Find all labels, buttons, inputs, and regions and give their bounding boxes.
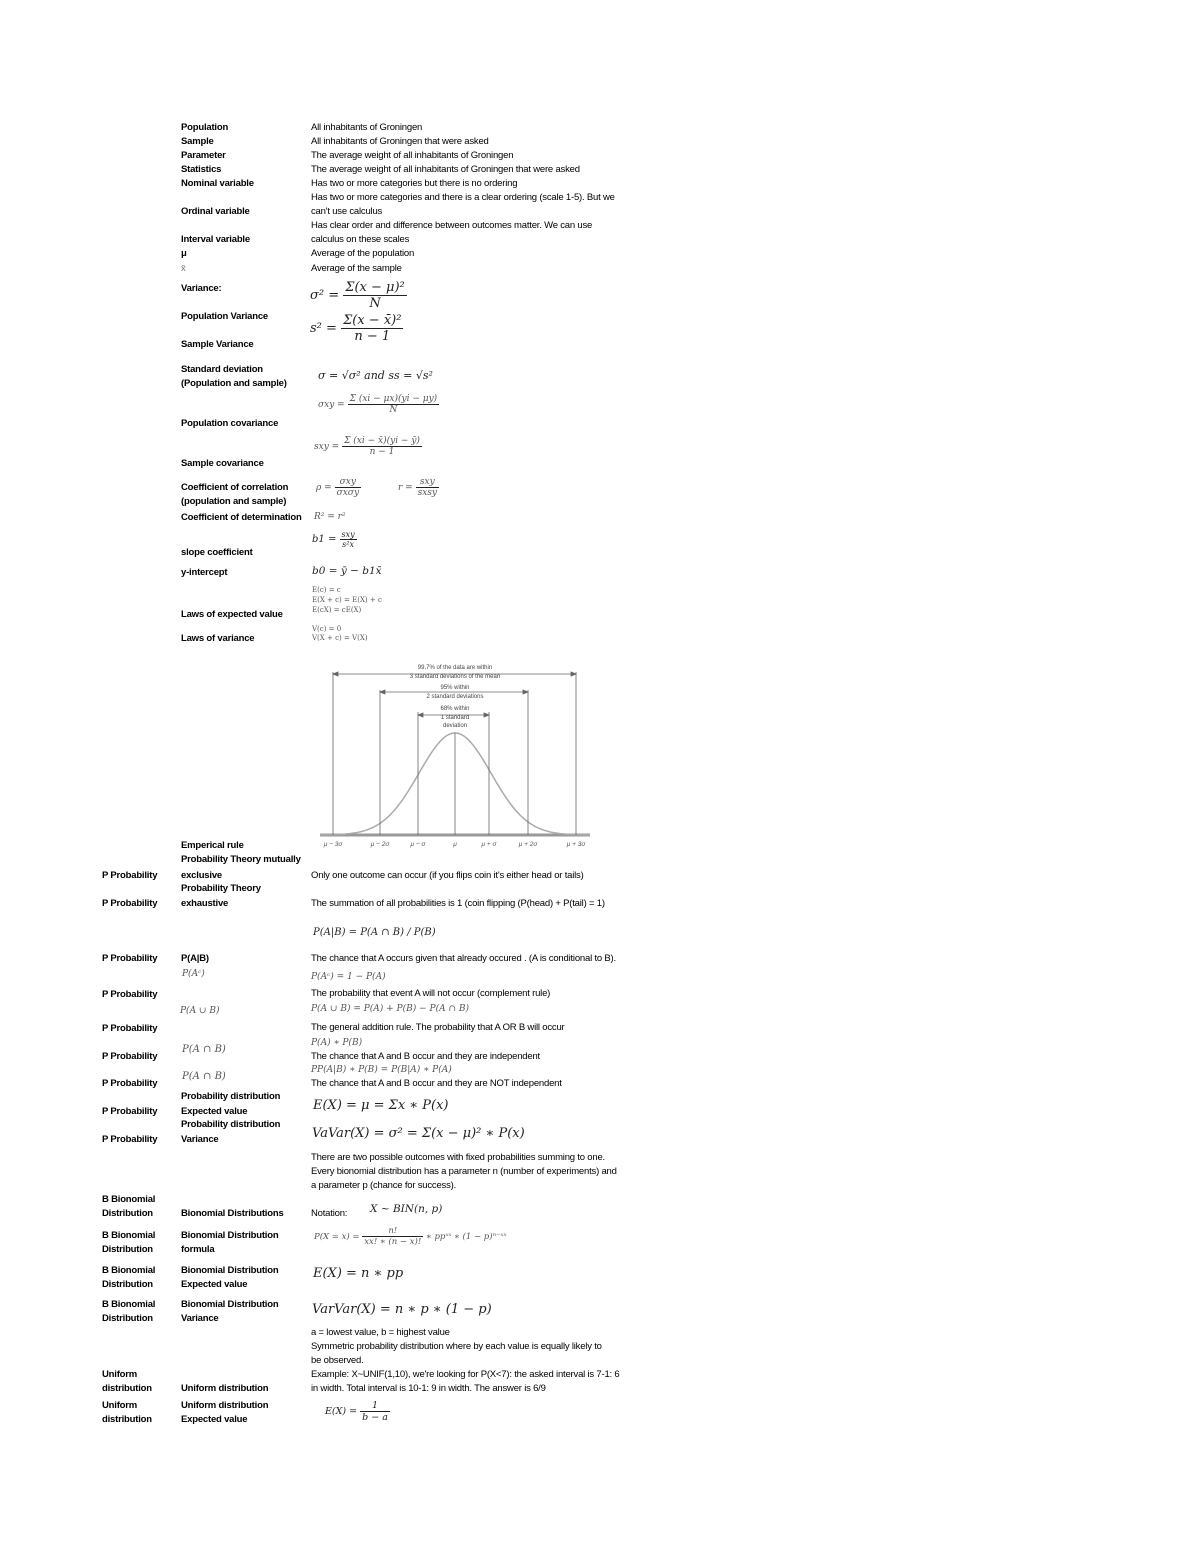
term-xbar: x̄	[181, 263, 186, 274]
formula-union: P(A ∪ B) = P(A) + P(B) − P(A ∩ B)	[311, 1004, 469, 1014]
cat-uniform-2: distribution	[102, 1383, 152, 1394]
label-intercept: y-intercept	[181, 567, 228, 578]
desc-interval-1: Has clear order and difference between outcomes matter. We can use	[311, 220, 593, 231]
formula-sample-variance: s² = $\frac{\text{Σ(x − x̄)²}}{n - 1}$	[310, 313, 402, 344]
uniform-note-4: Example: X~UNIF(1,10), we're looking for P(X<7): the asked interval is 7-1: 6	[311, 1369, 620, 1380]
uniform-note-5: in width. Total interval is 10-1: 9 in width. The answer is 6/9	[311, 1383, 546, 1394]
tick-mean: μ	[453, 841, 457, 848]
term-binomial-formula-1: Bionomial Distribution	[181, 1230, 279, 1241]
desc-nominal: Has two or more categories but there is no ordering	[311, 178, 518, 189]
term-exp-value-1: Probability distribution	[181, 1091, 281, 1102]
desc-sample: All inhabitants of Groningen that were asked	[311, 136, 489, 147]
uniform-note-3: be observed.	[311, 1355, 364, 1366]
desc-complement: The probability that event A will not occur (complement rule)	[311, 988, 551, 999]
term-nominal: Nominal variable	[181, 178, 254, 189]
arrowhead-997-left	[333, 672, 338, 676]
label-laws-expected: Laws of expected value	[181, 609, 283, 620]
formula-correlation-sample: r = $\frac{\text{sxy}}{\text{sxsy}}$	[398, 477, 437, 498]
tick-minus-2: μ − 2σ	[370, 841, 390, 848]
term-prob-variance-2: Variance	[181, 1134, 219, 1145]
formula-binomial-var: VarVar(X) = n ∗ p ∗ (1 − p)	[312, 1302, 492, 1317]
tick-plus-1: μ + σ	[481, 841, 497, 848]
formula-complement: P(Aᶜ) = 1 − P(A)	[311, 972, 386, 982]
empirical-rule-chart	[318, 660, 593, 852]
desc-population: All inhabitants of Groningen	[311, 122, 423, 133]
arrowhead-997-right	[571, 672, 576, 676]
term-binomial-formula-2: formula	[181, 1244, 215, 1255]
term-sample: Sample	[181, 136, 214, 147]
cat-binomial-notation-2: Distribution	[102, 1208, 153, 1219]
term-population: Population	[181, 122, 229, 133]
formula-binomial: P(X = x) = $\frac{n!}{xx! ∗ (n - x)!}$ ∗ ppˣˣ ∗ (1 − p)ⁿ⁻ˣˣ	[314, 1226, 507, 1247]
formula-intercept: b0 = ȳ − b1x̄	[312, 565, 382, 577]
arrowhead-95-right	[523, 690, 528, 694]
chart-label-68-3: deviation	[442, 723, 468, 729]
term-binomial-var-2: Variance	[181, 1313, 219, 1324]
desc-mu: Average of the population	[311, 248, 415, 259]
chart-label-997-1: 99.7% of the data are within	[417, 665, 493, 671]
term-parameter: Parameter	[181, 150, 226, 161]
formula-var-1: V(c) = 0	[312, 625, 342, 633]
term-statistics: Statistics	[181, 164, 222, 175]
term-exp-value-2: Expected value	[181, 1106, 248, 1117]
formula-dependent: PP(A|B) ∗ P(B) = P(B|A) ∗ P(A)	[311, 1065, 452, 1075]
cat-uniform-1: Uniform	[102, 1369, 138, 1380]
term-exhaustive-2: exhaustive	[181, 898, 229, 909]
term-uniform-exp-1: Uniform distribution	[181, 1400, 269, 1411]
tick-plus-2: μ + 2σ	[518, 841, 538, 848]
cat-binomial-formula-1: B Bionomial	[102, 1230, 156, 1241]
cat-binomial-exp-1: B Bionomial	[102, 1265, 156, 1276]
desc-exhaustive: The summation of all probabilities is 1 (coin flipping (P(head) + P(tail) = 1)	[311, 898, 605, 909]
cat-binomial-var-2: Distribution	[102, 1313, 153, 1324]
cat-conditional: P Probability	[102, 953, 158, 964]
label-laws-variance: Laws of variance	[181, 633, 255, 644]
label-population-covariance: Population covariance	[181, 418, 279, 429]
arrowhead-68-right	[484, 713, 489, 717]
label-variance: Variance:	[181, 283, 222, 294]
term-conditional: P(A|B)	[181, 953, 209, 964]
term-union: P(A ∪ B)	[180, 1006, 220, 1016]
term-exhaustive-1: Probability Theory	[181, 883, 261, 894]
term-interval: Interval variable	[181, 234, 250, 245]
label-sample-covariance: Sample covariance	[181, 458, 264, 469]
cat-independent: P Probability	[102, 1051, 158, 1062]
label-notation: Notation:	[311, 1208, 348, 1219]
label-sample-variance: Sample Variance	[181, 339, 254, 350]
cat-mutually-exclusive: P Probability	[102, 870, 158, 881]
desc-parameter: The average weight of all inhabitants of Groningen	[311, 150, 514, 161]
desc-statistics: The average weight of all inhabitants of Groningen that were asked	[311, 164, 580, 175]
uniform-note-1: a = lowest value, b = highest value	[311, 1327, 450, 1338]
chart-label-997-2: 3 standard deviations of the mean	[409, 674, 501, 680]
formula-sample-covariance: sxy = $\frac{\Sigma (xi - x̄)(yi - ȳ)}{n - 1}$	[314, 436, 420, 457]
cat-uniform-exp-1: Uniform	[102, 1400, 138, 1411]
cat-binomial-formula-2: Distribution	[102, 1244, 153, 1255]
label-std-dev-2: (Population and sample)	[181, 378, 287, 389]
term-independent: P(A ∩ B)	[182, 1044, 226, 1055]
formula-exp-2: E(X + c) = E(X) + c	[312, 596, 382, 604]
term-mutually-exclusive-1: Probability Theory mutually	[181, 854, 301, 865]
formula-population-variance: σ² = $\frac{\text{Σ(x − μ)²}}{N}$	[310, 280, 405, 311]
term-binomial-notation: Bionomial Distributions	[181, 1208, 284, 1219]
term-binomial-var-1: Bionomial Distribution	[181, 1299, 279, 1310]
desc-union: The general addition rule. The probability that A OR B will occur	[311, 1022, 565, 1033]
desc-ordinal-2: can't use calculus	[311, 206, 383, 217]
desc-independent: The chance that A and B occur and they are independent	[311, 1051, 540, 1062]
term-uniform-exp-2: Expected value	[181, 1414, 248, 1425]
chart-label-68-2: 1 standard	[440, 715, 470, 721]
cat-dependent: P Probability	[102, 1078, 158, 1089]
term-complement: P(Aᶜ)	[182, 969, 205, 979]
binomial-intro-3: a parameter p (chance for success).	[311, 1180, 457, 1191]
label-empirical-rule: Emperical rule	[181, 840, 244, 851]
formula-population-covariance: σxy = $\frac{\Sigma (xi - \mu x)(yi - \mu y)}{N}$	[318, 394, 438, 415]
desc-ordinal-1: Has two or more categories and there is a clear ordering (scale 1-5). But we	[311, 192, 615, 203]
formula-determination: R² = r²	[314, 512, 346, 522]
cat-uniform-exp-2: distribution	[102, 1414, 152, 1425]
cat-exhaustive: P Probability	[102, 898, 158, 909]
formula-binomial-exp: E(X) = n ∗ pp	[313, 1266, 404, 1281]
arrowhead-95-left	[380, 690, 385, 694]
desc-interval-2: calculus on these scales	[311, 234, 410, 245]
arrowhead-68-left	[418, 713, 423, 717]
chart-label-95-1: 95% within	[440, 685, 470, 691]
term-prob-variance-1: Probability distribution	[181, 1119, 281, 1130]
cat-complement: P Probability	[102, 989, 158, 1000]
cat-binomial-var-1: B Bionomial	[102, 1299, 156, 1310]
formula-prob-variance: VaVar(X) = σ² = Σ(x − μ)² ∗ P(x)	[312, 1126, 525, 1141]
label-correlation-2: (population and sample)	[181, 496, 287, 507]
desc-xbar: Average of the sample	[311, 263, 402, 274]
term-binomial-exp-2: Expected value	[181, 1279, 248, 1290]
formula-correlation-population: ρ = $\frac{\text{σxy}}{\text{σxσy}}$	[316, 477, 360, 498]
tick-minus-1: μ − σ	[410, 841, 426, 848]
term-mutually-exclusive-2: exclusive	[181, 870, 222, 881]
formula-var-2: V(X + c) = V(X)	[312, 634, 368, 642]
formula-independent: P(A) ∗ P(B)	[311, 1038, 363, 1048]
formula-uniform-exp: E(X) = $\frac{1}{b - a}$	[325, 1400, 388, 1423]
formula-exp-1: E(c) = c	[312, 586, 341, 594]
term-binomial-exp-1: Bionomial Distribution	[181, 1265, 279, 1276]
formula-std-dev: σ = √σ² and ss = √s²	[318, 369, 433, 382]
binomial-intro-2: Every bionomial distribution has a parameter n (number of experiments) and	[311, 1166, 617, 1177]
term-dependent: P(A ∩ B)	[182, 1071, 226, 1082]
formula-exp-value: E(X) = μ = Σx ∗ P(x)	[313, 1098, 449, 1113]
chart-label-95-2: 2 standard deviations	[426, 694, 484, 700]
label-slope: slope coefficient	[181, 547, 253, 558]
formula-exp-3: E(cX) = cE(X)	[312, 606, 362, 614]
cat-union: P Probability	[102, 1023, 158, 1034]
label-std-dev-1: Standard deviation	[181, 364, 263, 375]
cat-binomial-exp-2: Distribution	[102, 1279, 153, 1290]
tick-minus-3: μ − 3σ	[323, 841, 343, 848]
binomial-intro-1: There are two possible outcomes with fixed probabilities summing to one.	[311, 1152, 605, 1163]
formula-notation: X ~ BIN(n, p)	[370, 1203, 443, 1215]
term-mu: μ	[181, 248, 187, 259]
term-ordinal: Ordinal variable	[181, 206, 250, 217]
uniform-note-2: Symmetric probability distribution where by each value is equally likely to	[311, 1341, 602, 1352]
desc-mutually-exclusive: Only one outcome can occur (if you flips coin it's either head or tails)	[311, 870, 584, 881]
label-determination: Coefficient of determination	[181, 512, 302, 523]
desc-conditional: The chance that A occurs given that already occured . (A is conditional to B).	[311, 953, 616, 964]
desc-dependent: The chance that A and B occur and they are NOT independent	[311, 1078, 562, 1089]
label-correlation-1: Coefficient of correlation	[181, 482, 289, 493]
term-uniform: Uniform distribution	[181, 1383, 269, 1394]
tick-plus-3: μ + 3σ	[566, 841, 586, 848]
cat-binomial-notation-1: B Bionomial	[102, 1194, 156, 1205]
cat-exp-value: P Probability	[102, 1106, 158, 1117]
formula-slope: b1 = $\frac{\text{sxy}}{\text{s²x}}$	[312, 530, 355, 549]
cat-prob-variance: P Probability	[102, 1134, 158, 1145]
chart-label-68-1: 68% within	[440, 706, 470, 712]
formula-conditional: P(A|B) = P(A ∩ B) / P(B)	[313, 927, 436, 938]
label-population-variance: Population Variance	[181, 311, 269, 322]
